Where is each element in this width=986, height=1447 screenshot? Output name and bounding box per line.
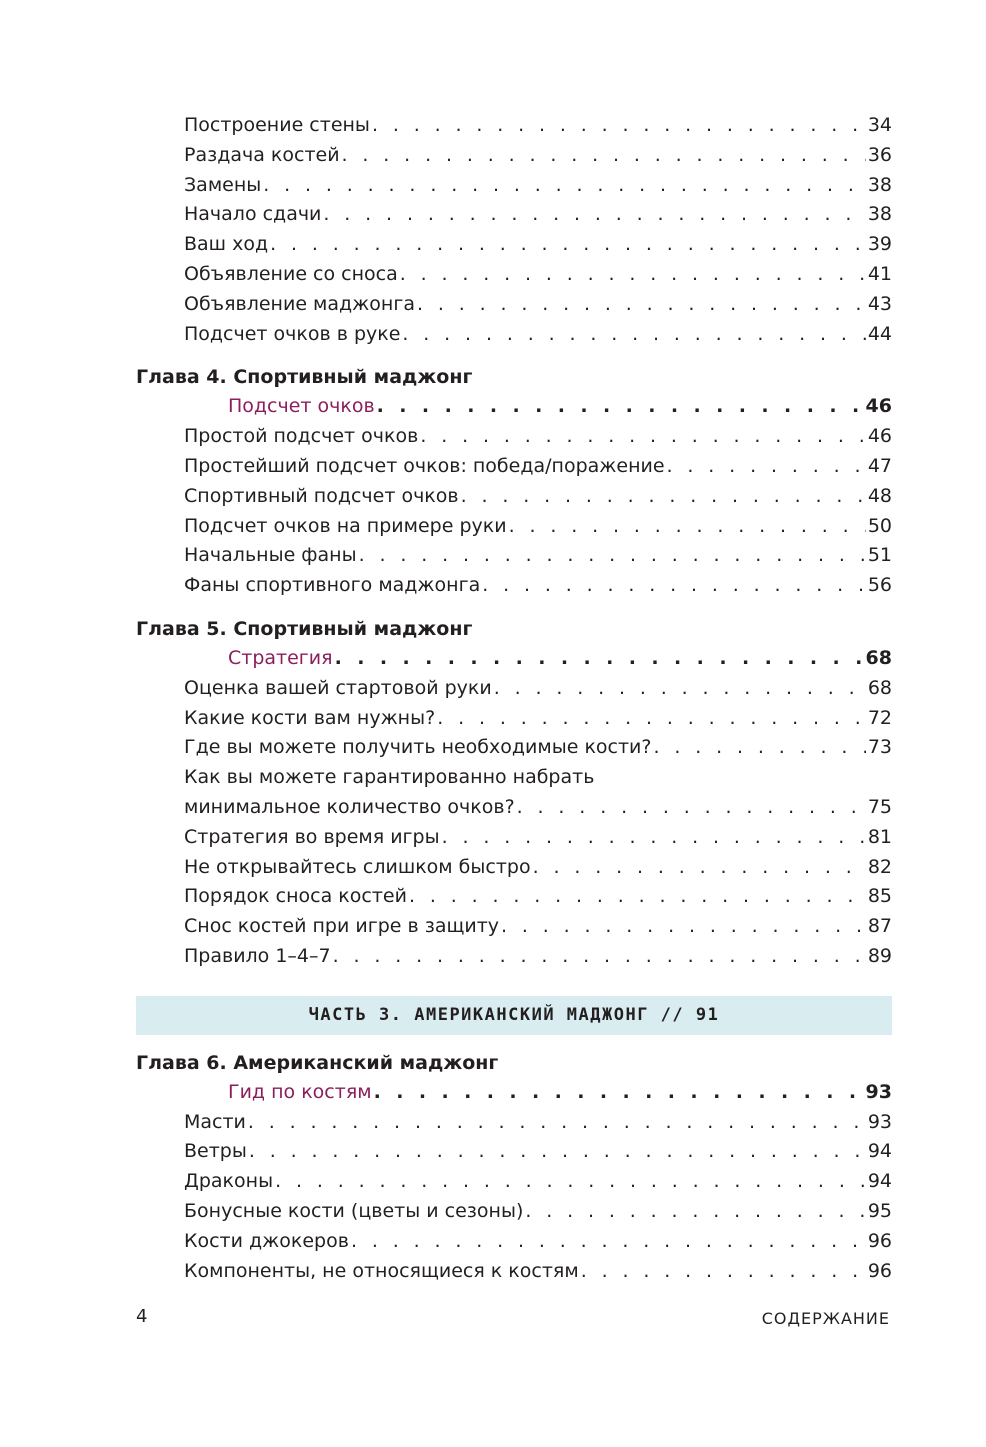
dot-leader — [667, 452, 866, 482]
toc-entry-page: 81 — [867, 825, 892, 848]
dot-leader — [342, 141, 866, 171]
toc-entry-page: 36 — [867, 143, 892, 166]
part-heading-band[interactable]: ЧАСТЬ 3. АМЕРИКАНСКИЙ МАДЖОНГ // 91 — [136, 996, 892, 1035]
toc-entry-page: 51 — [867, 544, 892, 567]
dot-leader — [323, 200, 865, 230]
toc-entry[interactable] — [136, 1227, 892, 1257]
toc-entry-page: 82 — [867, 855, 892, 878]
toc-entry-title: Компоненты, не относящиеся к костям — [184, 1259, 579, 1282]
toc-entry-page: 94 — [867, 1140, 892, 1163]
dot-leader — [437, 704, 866, 734]
dot-leader — [494, 674, 866, 704]
toc-subsection[interactable] — [136, 644, 892, 674]
toc-entry[interactable] — [136, 793, 892, 823]
toc-entry[interactable] — [136, 290, 892, 320]
toc-entry-title: Фаны спортивного маджонга — [184, 574, 481, 597]
toc-entry-page: 85 — [867, 885, 892, 908]
toc-entry[interactable] — [136, 230, 892, 260]
toc-entry-first-line[interactable] — [136, 763, 892, 793]
toc-subsection-title: Подсчет очков — [228, 395, 375, 418]
dot-leader — [351, 1227, 866, 1257]
dot-leader — [335, 644, 864, 674]
dot-leader — [517, 793, 866, 823]
dot-leader — [400, 260, 866, 290]
dot-leader — [359, 541, 866, 571]
toc-entry-title: Порядок сноса костей — [184, 885, 407, 908]
toc-entry[interactable] — [136, 1197, 892, 1227]
toc-entry[interactable] — [136, 320, 892, 350]
toc-entry[interactable] — [136, 1108, 892, 1138]
dot-leader — [461, 482, 866, 512]
toc-entry[interactable] — [136, 452, 892, 482]
toc-entry[interactable] — [136, 1137, 892, 1167]
dot-leader — [417, 290, 866, 320]
toc-entry[interactable] — [136, 422, 892, 452]
toc-entry-title: Стратегия во время игры — [184, 825, 440, 848]
toc-entry-title: Бонусные кости (цветы и сезоны) — [184, 1199, 524, 1222]
page-number: 4 — [136, 1306, 148, 1327]
toc-entry[interactable] — [136, 141, 892, 171]
chapter-heading: Глава 5. Спортивный маджонг — [136, 617, 473, 640]
toc-entry-page: 43 — [867, 292, 892, 315]
toc-entry-page: 72 — [867, 706, 892, 729]
toc-entry-title: Объявление маджонга — [184, 292, 415, 315]
toc-entry-page: 68 — [867, 676, 892, 699]
toc-entry-page: 38 — [867, 173, 892, 196]
toc-entry-title: Ваш ход — [184, 233, 269, 256]
toc-entry-title: Как вы можете гарантированно набрать — [184, 766, 595, 789]
toc-entry-title: Раздача костей — [184, 143, 340, 166]
toc-entry[interactable] — [136, 512, 892, 542]
dot-leader — [374, 1078, 864, 1108]
toc-subsection-title: Стратегия — [228, 646, 333, 669]
toc-entry-page: 73 — [867, 736, 892, 759]
toc-entry-title: минимальное количество очков? — [184, 795, 515, 818]
toc-entry[interactable] — [136, 111, 892, 141]
toc-entry[interactable] — [136, 853, 892, 883]
dot-leader — [409, 882, 866, 912]
toc-entry-page: 38 — [867, 203, 892, 226]
toc-entry-page: 50 — [867, 514, 892, 537]
toc-entry-title: Кости джокеров — [184, 1229, 349, 1252]
toc-entry-page: 96 — [867, 1229, 892, 1252]
toc-entry-page: 39 — [867, 233, 892, 256]
toc-entry-title: Ветры — [184, 1140, 247, 1163]
toc-subsection[interactable] — [136, 1078, 892, 1108]
toc-entry-page: 75 — [867, 795, 892, 818]
toc-subsection-title: Гид по костям — [228, 1080, 372, 1103]
toc-entry[interactable] — [136, 823, 892, 853]
dot-leader — [377, 392, 864, 422]
toc-entry-title: Правило 1–4–7 — [184, 944, 331, 967]
toc-entry[interactable] — [136, 704, 892, 734]
toc-entry-title: Подсчет очков на примере руки — [184, 514, 507, 537]
toc-entry-title: Масти — [184, 1110, 246, 1133]
toc-entry-page: 56 — [867, 574, 892, 597]
toc-entry-title: Построение стены — [184, 114, 370, 136]
toc-entry[interactable] — [136, 882, 892, 912]
dot-leader — [248, 1108, 866, 1138]
dot-leader — [420, 422, 866, 452]
toc-entry-page: 94 — [867, 1170, 892, 1193]
toc-entry[interactable] — [136, 200, 892, 230]
dot-leader — [509, 512, 866, 542]
dot-leader — [275, 1167, 866, 1197]
toc-entry-title: Подсчет очков в руке — [184, 322, 401, 345]
toc-subsection-page: 46 — [865, 395, 892, 418]
toc-entry[interactable] — [136, 1167, 892, 1197]
toc-entry-title: Где вы можете получить необходимые кости? — [184, 736, 652, 759]
dot-leader — [402, 320, 865, 350]
toc-entry[interactable] — [136, 942, 892, 972]
toc-entry-title: Не открывайтесь слишком быстро — [184, 855, 531, 878]
toc-entry-title: Какие кости вам нужны? — [184, 706, 436, 729]
toc-entry-title: Спортивный подсчет очков — [184, 484, 459, 507]
toc-entry-page: 87 — [867, 915, 892, 938]
dot-leader — [501, 912, 866, 942]
toc-entry-page: 96 — [867, 1259, 892, 1282]
toc-entry-page: 93 — [867, 1110, 892, 1133]
toc-entry[interactable] — [136, 733, 892, 763]
dot-leader — [333, 942, 866, 972]
toc-subsection-page: 68 — [865, 646, 892, 669]
toc-entry-title: Начало сдачи — [184, 203, 322, 226]
toc-entry[interactable] — [136, 171, 892, 201]
chapter-heading: Глава 6. Американский маджонг — [136, 1051, 499, 1074]
dot-leader — [525, 1197, 865, 1227]
dot-leader — [533, 853, 866, 883]
toc-entry-page: 46 — [867, 425, 892, 448]
toc-entry[interactable] — [136, 541, 892, 571]
toc-entry-title: Простейший подсчет очков: победа/поражение — [184, 454, 665, 477]
running-footer-section: СОДЕРЖАНИЕ — [761, 1309, 890, 1328]
toc-entry[interactable] — [136, 571, 892, 601]
toc-entry-title: Объявление со сноса — [184, 262, 398, 285]
dot-leader — [249, 1137, 866, 1167]
dot-leader — [372, 111, 866, 141]
toc-entry[interactable] — [136, 482, 892, 512]
toc-entry-title: Драконы — [184, 1170, 274, 1193]
toc-entry-title: Снос костей при игре в защиту — [184, 915, 500, 938]
dot-leader — [482, 571, 866, 601]
toc-entry-page: 95 — [867, 1199, 892, 1222]
toc-subsection-page: 93 — [865, 1080, 892, 1103]
toc-entry-title: Начальные фаны — [184, 544, 357, 567]
toc-entry-page: 41 — [867, 262, 892, 285]
table-of-contents — [136, 111, 892, 1286]
dot-leader — [581, 1257, 866, 1287]
toc-entry[interactable] — [136, 674, 892, 704]
toc-subsection[interactable] — [136, 392, 892, 422]
toc-entry-title: Простой подсчет очков — [184, 425, 419, 448]
toc-entry[interactable] — [136, 1257, 892, 1287]
toc-entry[interactable] — [136, 912, 892, 942]
dot-leader — [263, 171, 866, 201]
toc-entry-title: Замены — [184, 173, 262, 196]
toc-entry-page: 48 — [867, 484, 892, 507]
toc-entry-page: 44 — [867, 322, 892, 345]
toc-entry-page: 89 — [867, 944, 892, 967]
dot-leader — [270, 230, 866, 260]
toc-entry[interactable] — [136, 260, 892, 290]
toc-entry-page: 34 — [867, 114, 892, 136]
toc-entry-page: 47 — [867, 454, 892, 477]
dot-leader — [442, 823, 866, 853]
dot-leader — [654, 733, 866, 763]
chapter-heading: Глава 4. Спортивный маджонг — [136, 366, 473, 389]
toc-entry-title: Оценка вашей стартовой руки — [184, 676, 492, 699]
